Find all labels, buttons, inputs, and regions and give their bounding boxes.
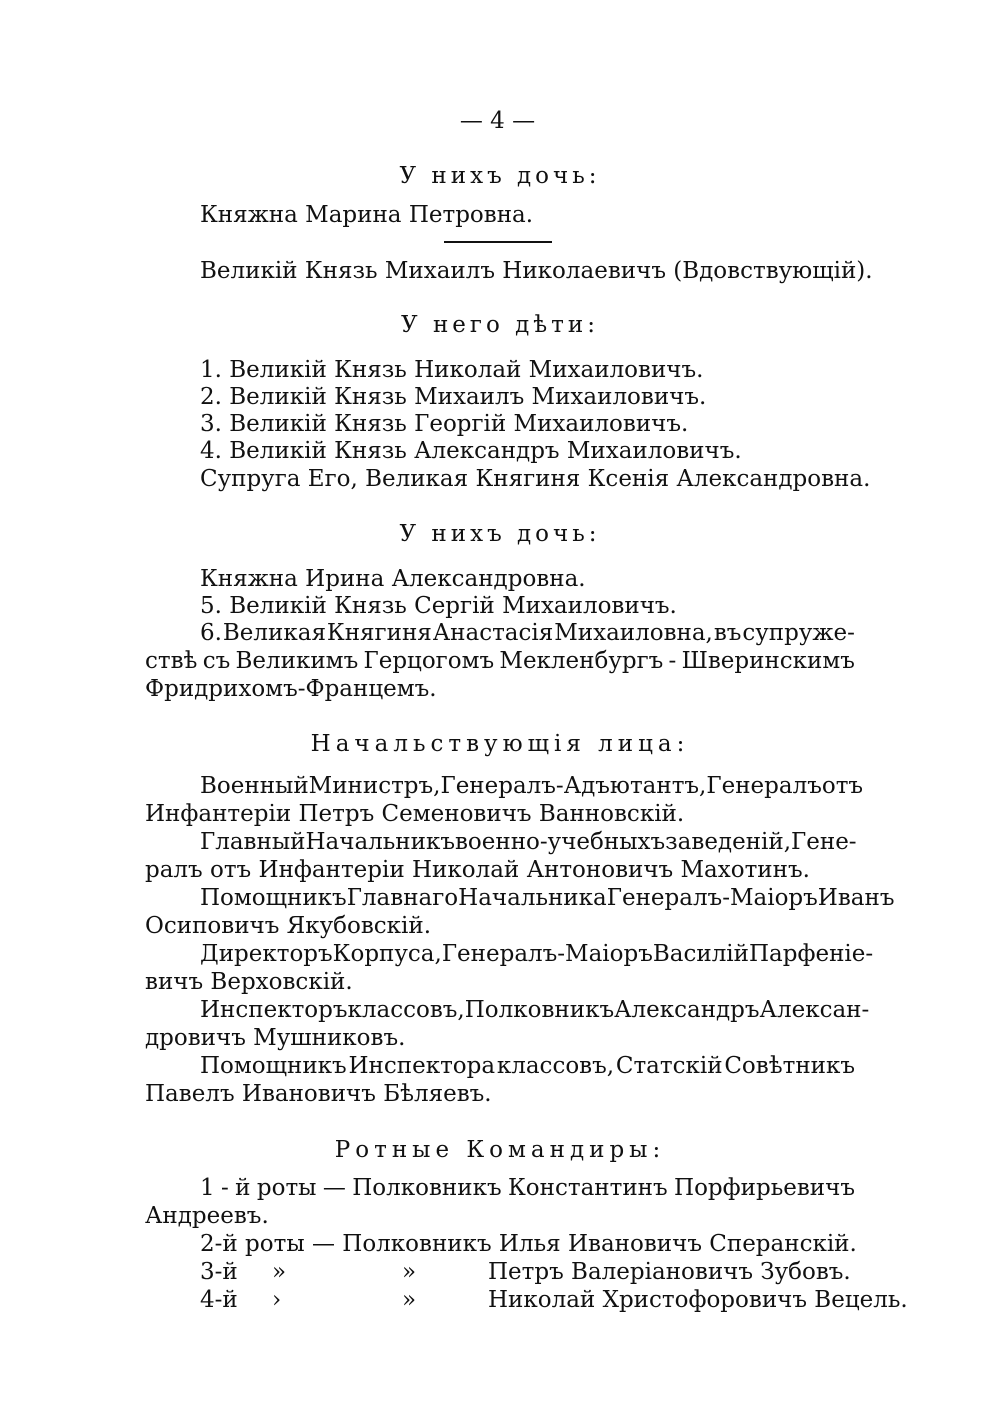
text-line: Княжна Марина Петровна.: [200, 202, 534, 228]
text-line: Фридрихомъ-Францемъ.: [145, 676, 437, 702]
text-line: Великій Князь Михаилъ Николаевичъ (Вдовствующій).: [200, 258, 873, 284]
text-line: Инфантеріи Петръ Семеновичъ Ванновскій.: [145, 801, 685, 827]
section-heading: У нихъ дочь:: [399, 163, 601, 189]
text-line: Инспекторъ классовъ, Полковникъ Александръ Алексан-: [200, 997, 870, 1023]
row-number: 4-й: [200, 1287, 238, 1313]
list-item: 3. Великій Князь Георгій Михаиловичъ.: [200, 411, 689, 437]
section-heading: Начальствующія лица:: [310, 731, 690, 757]
text-line: 1 - й роты — Полковникъ Константинъ Порфирьевичъ: [200, 1175, 855, 1201]
page-number: — 4 —: [459, 108, 536, 134]
section-heading: У него дѣти:: [401, 312, 599, 338]
text-line: Супруга Его, Великая Княгиня Ксенія Александровна.: [200, 466, 871, 492]
text-line: 6. Великая Княгиня Анастасія Михаиловна, въ супруже-: [200, 620, 855, 646]
text-line: Петръ Валеріановичъ Зубовъ.: [488, 1259, 851, 1285]
text-line: Андреевъ.: [145, 1203, 269, 1229]
list-item: 2. Великій Князь Михаилъ Михаиловичъ.: [200, 384, 707, 410]
ditto-mark: »: [402, 1259, 417, 1285]
text-line: вичъ Верховскій.: [145, 969, 353, 995]
text-line: дровичъ Мушниковъ.: [145, 1025, 406, 1051]
text-line: Княжна Ирина Александровна.: [200, 566, 586, 592]
text-line: Осиповичъ Якубовскій.: [145, 913, 432, 939]
text-line: Помощникъ Инспектора классовъ, Статскій Совѣтникъ: [200, 1053, 855, 1079]
text-line: ралъ отъ Инфантеріи Николай Антоновичъ Махотинъ.: [145, 857, 810, 883]
list-item: 1. Великій Князь Николай Михаиловичъ.: [200, 357, 704, 383]
text-line: Павелъ Ивановичъ Бѣляевъ.: [145, 1081, 492, 1107]
divider: [444, 241, 552, 243]
section-heading: У нихъ дочь:: [399, 521, 601, 547]
text-line: Военный Министръ, Генералъ-Адъютантъ, Генералъ отъ: [200, 773, 864, 799]
list-item: 5. Великій Князь Сергій Михаиловичъ.: [200, 593, 677, 619]
text-line: 2-й роты — Полковникъ Илья Ивановичъ Сперанскій.: [200, 1231, 857, 1257]
ditto-mark: »: [402, 1287, 417, 1313]
text-line: ствѣ съ Великимъ Герцогомъ Мекленбургъ - Шверинскимъ: [145, 648, 855, 674]
section-heading: Ротные Командиры:: [334, 1137, 666, 1163]
ditto-mark: ›: [272, 1287, 282, 1313]
ditto-mark: »: [272, 1259, 287, 1285]
text-line: Главный Начальникъ военно - учебныхъ заведеній, Гене-: [200, 829, 857, 855]
list-item: 4. Великій Князь Александръ Михаиловичъ.: [200, 438, 742, 464]
text-line: Помощникъ Главнаго Начальника Генералъ-Маіоръ Иванъ: [200, 885, 895, 911]
row-number: 3-й: [200, 1259, 238, 1285]
text-line: Директоръ Корпуса, Генералъ-Маіоръ Василій Парфеніе-: [200, 941, 874, 967]
text-line: Николай Христофоровичъ Вецель.: [488, 1287, 908, 1313]
